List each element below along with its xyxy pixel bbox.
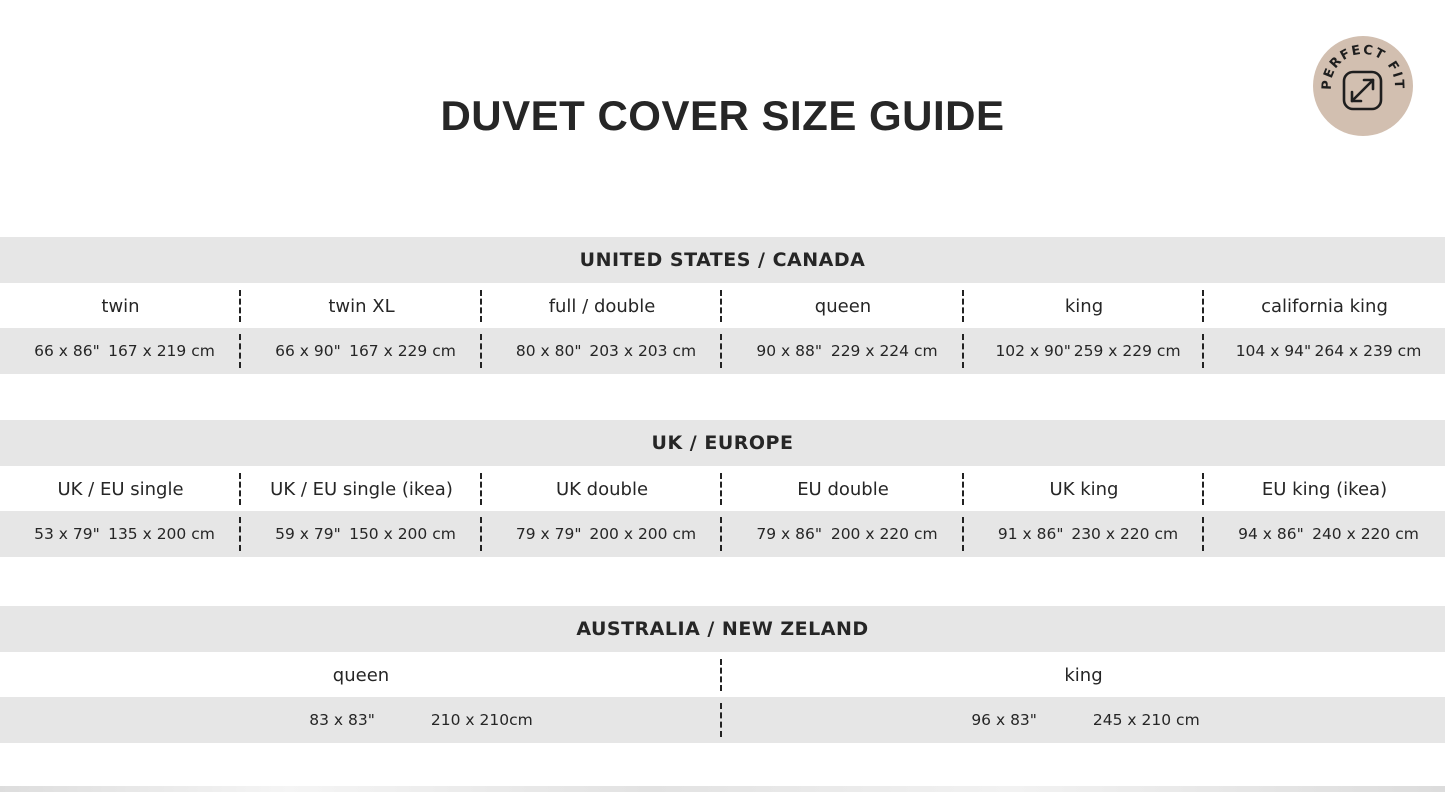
inches-value: 80 x 80"	[515, 342, 582, 360]
page-title: DUVET COVER SIZE GUIDE	[440, 92, 1005, 139]
cm-value: 167 x 229 cm	[349, 342, 456, 360]
size-dimensions	[722, 328, 964, 374]
inches-value: 59 x 79"	[275, 525, 341, 543]
bottom-image-strip	[0, 786, 1445, 792]
size-name: UK / EU single	[0, 467, 241, 511]
size-name: UK / EU single (ikea)	[241, 467, 482, 511]
size-dimensions	[1204, 511, 1445, 557]
inches-value: 90 x 88"	[756, 342, 823, 360]
diagonal-resize-icon	[1352, 80, 1373, 101]
svg-text:PERFECT FIT	[1320, 43, 1406, 91]
size-name: queen	[0, 653, 722, 697]
perfect-fit-badge	[1313, 36, 1413, 136]
size-name: UK double	[482, 467, 722, 511]
inches-value: 102 x 90"	[995, 342, 1071, 360]
cm-value: 229 x 224 cm	[830, 342, 938, 360]
size-dimensions	[241, 511, 482, 557]
inches-value: 96 x 83"	[971, 711, 1037, 729]
cm-value: 230 x 220 cm	[1071, 525, 1179, 543]
size-dimensions	[722, 511, 964, 557]
inches-value: 94 x 86"	[1238, 525, 1304, 543]
size-dimensions	[0, 328, 241, 374]
size-name: UK king	[964, 467, 1204, 511]
cm-value: 135 x 200 cm	[108, 525, 215, 543]
inches-value: 53 x 79"	[34, 525, 100, 543]
size-names-row-australia-nz	[0, 653, 1445, 697]
size-dimensions	[241, 328, 482, 374]
size-name: california king	[1261, 295, 1388, 317]
cm-value: 210 x 210cm	[430, 711, 533, 729]
size-name: king	[964, 284, 1204, 328]
size-dimensions-row-us-canada	[0, 328, 1445, 374]
size-name: king	[1064, 664, 1103, 686]
inches-value: 83 x 83"	[309, 711, 375, 729]
section-heading-us-canada: UNITED STATES / CANADA	[0, 237, 1445, 283]
section-heading-uk-europe: UK / EUROPE	[0, 420, 1445, 466]
size-dimensions	[0, 511, 241, 557]
cm-value: 150 x 200 cm	[349, 525, 456, 543]
cm-value: 259 x 229 cm	[1073, 342, 1181, 360]
perfect-fit-logo	[1313, 36, 1413, 136]
inches-value: 79 x 79"	[515, 525, 582, 543]
inches-value: 66 x 86"	[34, 342, 100, 360]
size-dimensions	[964, 328, 1204, 374]
inches-value: 91 x 86"	[997, 525, 1064, 543]
cm-value: 167 x 219 cm	[108, 342, 215, 360]
cm-value: 203 x 203 cm	[589, 342, 697, 360]
size-dimensions	[482, 511, 722, 557]
cm-value: 264 x 239 cm	[1314, 342, 1422, 360]
size-name: EU double	[722, 467, 964, 511]
size-dimensions	[0, 697, 722, 743]
size-dimensions	[964, 511, 1204, 557]
size-names-row-us-canada	[0, 284, 1445, 328]
cm-value: 200 x 220 cm	[830, 525, 938, 543]
section-heading-australia-nz: AUSTRALIA / NEW ZELAND	[0, 606, 1445, 652]
cm-value: 245 x 210 cm	[1092, 711, 1200, 729]
size-name: queen	[722, 284, 964, 328]
size-name: twin	[0, 284, 241, 328]
size-dimensions	[722, 697, 1445, 743]
cm-value: 200 x 200 cm	[589, 525, 697, 543]
size-name: full / double	[482, 284, 722, 328]
size-names-row-uk-europe	[0, 467, 1445, 511]
badge-text: PERFECT FIT	[1319, 42, 1407, 91]
cm-value: 240 x 220 cm	[1312, 525, 1419, 543]
size-name: EU king (ikea)	[1261, 478, 1388, 500]
size-dimensions	[1204, 328, 1445, 374]
inches-value: 79 x 86"	[756, 525, 823, 543]
size-name: twin XL	[241, 284, 482, 328]
size-dimensions	[482, 328, 722, 374]
size-dimensions-row-uk-europe	[0, 511, 1445, 557]
inches-value: 66 x 90"	[275, 342, 341, 360]
inches-value: 104 x 94"	[1235, 342, 1312, 360]
size-dimensions-row-australia-nz	[0, 697, 1445, 743]
